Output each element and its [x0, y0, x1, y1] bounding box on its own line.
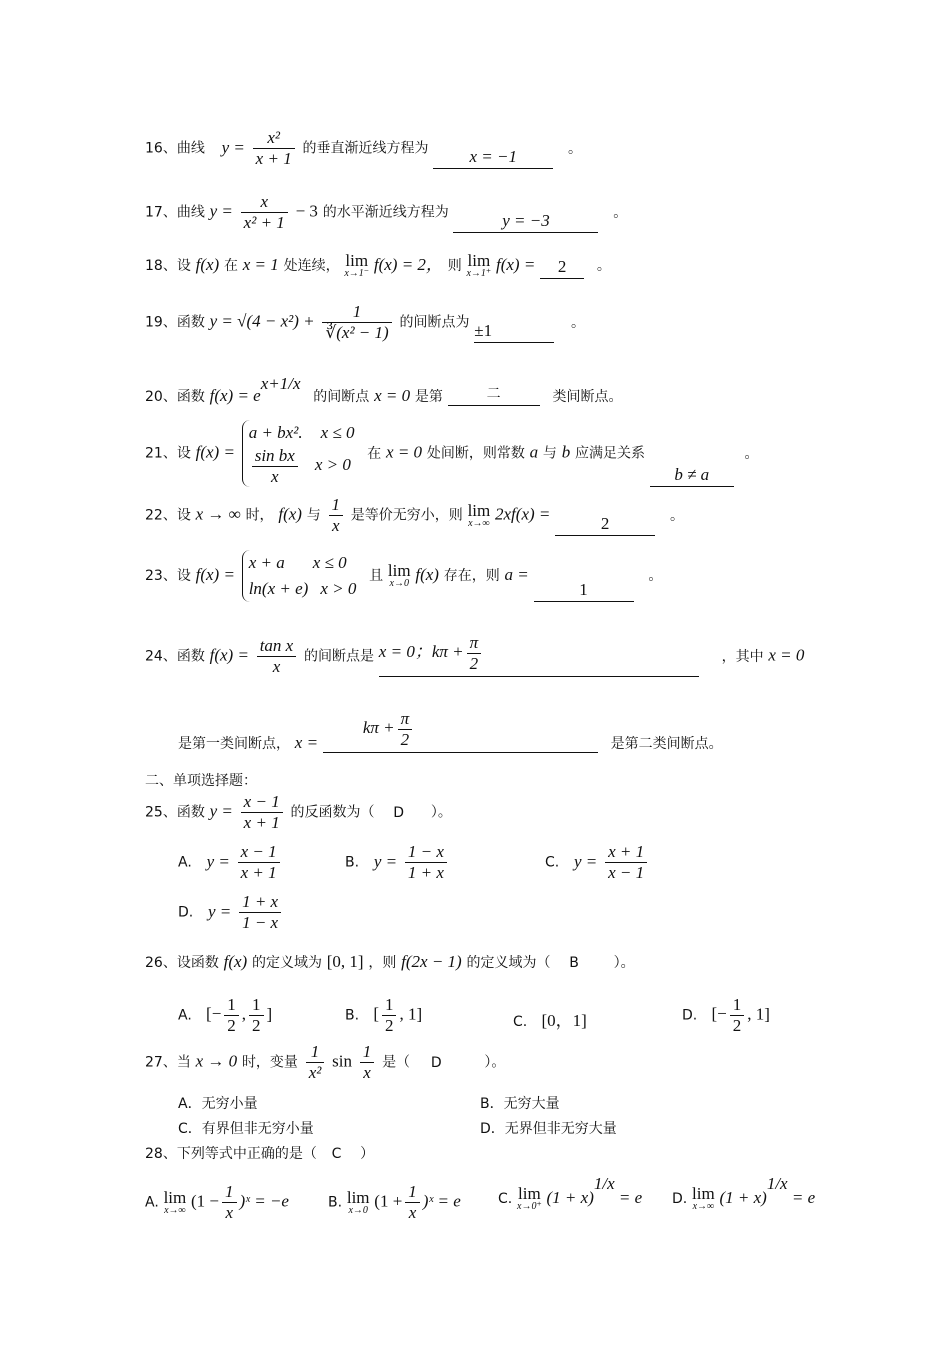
q28-answer: C: [331, 1146, 342, 1162]
question-17: [145, 192, 627, 233]
q25-option-c[interactable]: C. y = $\frac{x + 1}{x - 1}$: [545, 842, 650, 883]
q16-y: y =: [221, 137, 245, 157]
q21-pt: x = 0: [386, 442, 423, 462]
q25-option-b[interactable]: B. y = $\frac{1 - x}{1 + x}$: [345, 842, 450, 883]
question-21: [145, 420, 759, 487]
q21-f: f(x) =: [195, 442, 235, 462]
question-24-cont: [178, 704, 723, 753]
q21-number: 21、设: [145, 445, 191, 462]
q16-fraction: $\frac{\text{x²}}{x + 1}$: [253, 128, 295, 169]
q25-answer: D: [393, 804, 405, 821]
q21-b: b: [561, 442, 571, 462]
question-22: [145, 495, 684, 536]
q20-number: 20、函数: [145, 389, 205, 405]
q21-a: a: [529, 442, 539, 462]
q25-text: 的反函数为（: [290, 804, 375, 821]
q20-pt: x = 0: [374, 386, 411, 405]
q28-option-d[interactable]: D. lim x→∞ $(1 + x)^{1/x} = e$: [672, 1174, 816, 1212]
q25-number: 25、函数: [145, 804, 205, 821]
q28-option-b[interactable]: B. lim x→0 (1 + $\frac{1}{x}$ )ˣ = e: [328, 1182, 461, 1222]
q27-number: 27、当: [145, 1054, 191, 1071]
q17-answer: y = −3: [453, 210, 598, 233]
q20-text: 的间断点: [313, 389, 370, 405]
q27-end: ）。: [484, 1054, 506, 1071]
question-28: [145, 1143, 374, 1163]
q27-answer: D: [430, 1054, 442, 1071]
q26-f: f(x): [223, 952, 248, 971]
q27-cond: x → 0: [195, 1051, 238, 1071]
q18-lim2: lim x→1⁺: [466, 251, 492, 279]
q19-answer: ±1: [474, 320, 554, 343]
q27-sin: sin: [332, 1051, 352, 1071]
q25-option-a[interactable]: A. y = $\frac{x - 1}{x + 1}$: [178, 842, 283, 883]
q18-t2: 处连续，: [283, 258, 340, 274]
q16-end: 。: [568, 140, 583, 157]
q18-end: 。: [596, 258, 611, 274]
q26-g: f(2x − 1): [401, 952, 462, 971]
q22-f: f(x): [278, 504, 302, 524]
q19-text: 的间断点为: [399, 314, 470, 331]
q23-end: 。: [648, 568, 663, 584]
q19-fraction: $\frac{1}{\text{∛(x² − 1)}}$: [322, 302, 391, 343]
q27-fraction-2: $\frac{1}{x}$: [360, 1042, 375, 1083]
q18-lim1: lim x→1⁻: [344, 251, 370, 279]
q22-t2: 与: [306, 507, 321, 524]
q25-fraction: $\frac{x - 1}{x + 1}$: [241, 792, 283, 833]
q22-answer: 2: [555, 513, 655, 536]
question-18: [145, 250, 611, 279]
q21-t3: 与: [542, 445, 557, 462]
q18-number: 18、设: [145, 258, 191, 274]
q22-fraction: $\frac{1}{x}$: [329, 495, 344, 536]
q26-t1: 的定义域为: [251, 955, 322, 971]
q18-answer: 2: [540, 256, 584, 279]
q21-answer: b ≠ a: [650, 464, 734, 487]
q21-t1: 在: [367, 445, 382, 462]
q26-option-c[interactable]: C. [0，1]: [513, 1011, 587, 1030]
q26-t2: ，则: [368, 955, 397, 971]
q27-option-d[interactable]: D．无界但非无穷大量: [480, 1121, 617, 1137]
q18-eq2: f(x) =: [495, 255, 536, 274]
q24-l2x: x =: [294, 733, 319, 752]
question-24: [145, 628, 804, 677]
q23-answer: 1: [534, 579, 634, 602]
q24-number: 24、函数: [145, 648, 205, 665]
q27-t1: 时，变量: [241, 1054, 298, 1071]
q25-y: y =: [209, 801, 233, 821]
q26-answer: B: [569, 955, 579, 971]
q26-option-a[interactable]: A. [− $\frac{1}{2}$ , $\frac{1}{2}$ ]: [178, 995, 273, 1035]
q24-t1: 的间断点是: [304, 648, 375, 665]
q16-text: 的垂直渐近线方程为: [302, 140, 429, 157]
question-23: [145, 550, 662, 602]
q27-option-c[interactable]: C．有界但非无穷小量: [178, 1121, 314, 1137]
q16-number: 16、曲线: [145, 140, 205, 157]
q20-exponent: x+1/x: [260, 374, 301, 393]
section-title: 二、单项选择题：: [145, 773, 257, 789]
q22-t1: 时，: [245, 507, 274, 524]
q26-option-b[interactable]: B. [ $\frac{1}{2}$ , 1]: [345, 995, 423, 1035]
q22-lim: lim x→∞: [467, 500, 491, 529]
q24-l2end: 是第二类间断点。: [610, 736, 723, 752]
q18-f: f(x): [195, 255, 220, 274]
q18-t3: 则: [447, 258, 462, 274]
q24-l2a: 是第一类间断点，: [178, 736, 290, 752]
question-25: [145, 792, 452, 833]
q23-lim: lim x→0: [387, 561, 411, 589]
q23-number: 23、设: [145, 568, 191, 584]
q22-number: 22、设: [145, 507, 191, 524]
q23-expr: f(x): [415, 565, 439, 584]
q24-x0: x = 0: [768, 645, 805, 665]
q25-option-d[interactable]: D. y = $\frac{1 + x}{1 - x}$: [178, 892, 284, 933]
question-16: [145, 128, 582, 169]
q20-t3: 类间断点。: [552, 389, 623, 405]
q24-f: f(x) =: [209, 645, 249, 665]
q17-number: 17、曲线: [145, 204, 205, 221]
q20-expr: f(x) = e: [209, 386, 261, 405]
q19-number: 19、函数: [145, 314, 205, 331]
q17-end: 。: [613, 204, 628, 221]
q24-fraction: $\frac{\text{tan x}}{x}$: [257, 636, 297, 677]
q21-t4: 应满足关系: [574, 445, 645, 462]
q22-end: 。: [669, 507, 684, 524]
q28-option-c[interactable]: C. lim x→0⁺ $(1 + x)^{1/x} = e$: [498, 1174, 643, 1212]
q21-end: 。: [744, 445, 759, 462]
q23-f: f(x) =: [195, 565, 235, 584]
q27-fraction-1: $\frac{1}{\text{x²}}$: [306, 1042, 325, 1083]
q24-t2: ，其中: [721, 648, 764, 665]
q22-cond: x → ∞: [195, 504, 241, 524]
q16-answer: x = −1: [433, 146, 553, 169]
q28-number: 28、下列等式中正确的是（: [145, 1146, 317, 1162]
q23-piecewise: x + a x ≤ 0 ln(x + e) x > 0: [242, 550, 357, 602]
q24-answer-1: x = 0；kπ + $\frac{\pi}{2}$: [379, 628, 699, 677]
q17-text: 的水平渐近线方程为: [322, 204, 449, 221]
q20-answer: 二: [448, 383, 540, 406]
q22-t3: 是等价无穷小，则: [350, 507, 463, 524]
question-26: [145, 952, 635, 972]
q26-t3: 的定义域为（: [466, 955, 551, 971]
question-20: [145, 374, 623, 406]
q27-t2: 是（: [382, 1054, 411, 1071]
q17-y: y =: [209, 201, 233, 221]
q19-expr: y = √(4 − x²) +: [209, 311, 315, 331]
q23-t1: 且: [369, 568, 384, 584]
q17-tail: − 3: [295, 201, 318, 221]
q27-option-b[interactable]: B．无穷大量: [480, 1096, 560, 1112]
q26-end: ）。: [613, 955, 635, 971]
q25-end: ）。: [430, 804, 452, 821]
q20-t2: 是第: [414, 389, 443, 405]
q18-t1: 在: [223, 258, 238, 274]
q28-option-a[interactable]: A. lim x→∞ (1 − $\frac{1}{x}$ )ˣ = −e: [145, 1182, 289, 1222]
question-19: [145, 302, 585, 343]
q19-end: 。: [571, 314, 586, 331]
q26-dom: [0, 1]: [326, 952, 364, 971]
q24-answer-2: kπ + $\frac{\pi}{2}$: [323, 704, 598, 753]
q27-option-a[interactable]: A．无穷小量: [178, 1096, 258, 1112]
q18-cond: x = 1: [242, 255, 279, 274]
q21-piecewise: a + bx². x ≤ 0 $\frac{\text{sin bx}}{x}$ x > 0: [242, 420, 355, 487]
q17-fraction: $\frac{x}{\text{x² + 1}}$: [241, 192, 288, 233]
q23-t2: 存在，则: [443, 568, 500, 584]
q28-end: ）: [360, 1146, 375, 1162]
question-27: [145, 1042, 505, 1083]
q23-a: a =: [504, 565, 529, 584]
q21-t2: 处间断，则常数: [426, 445, 525, 462]
q18-eq1: f(x) = 2，: [373, 255, 443, 274]
q22-expr: 2xf(x) =: [495, 504, 551, 524]
q26-number: 26、设函数: [145, 955, 219, 971]
q26-option-d[interactable]: D. [− $\frac{1}{2}$ , 1]: [682, 995, 770, 1035]
